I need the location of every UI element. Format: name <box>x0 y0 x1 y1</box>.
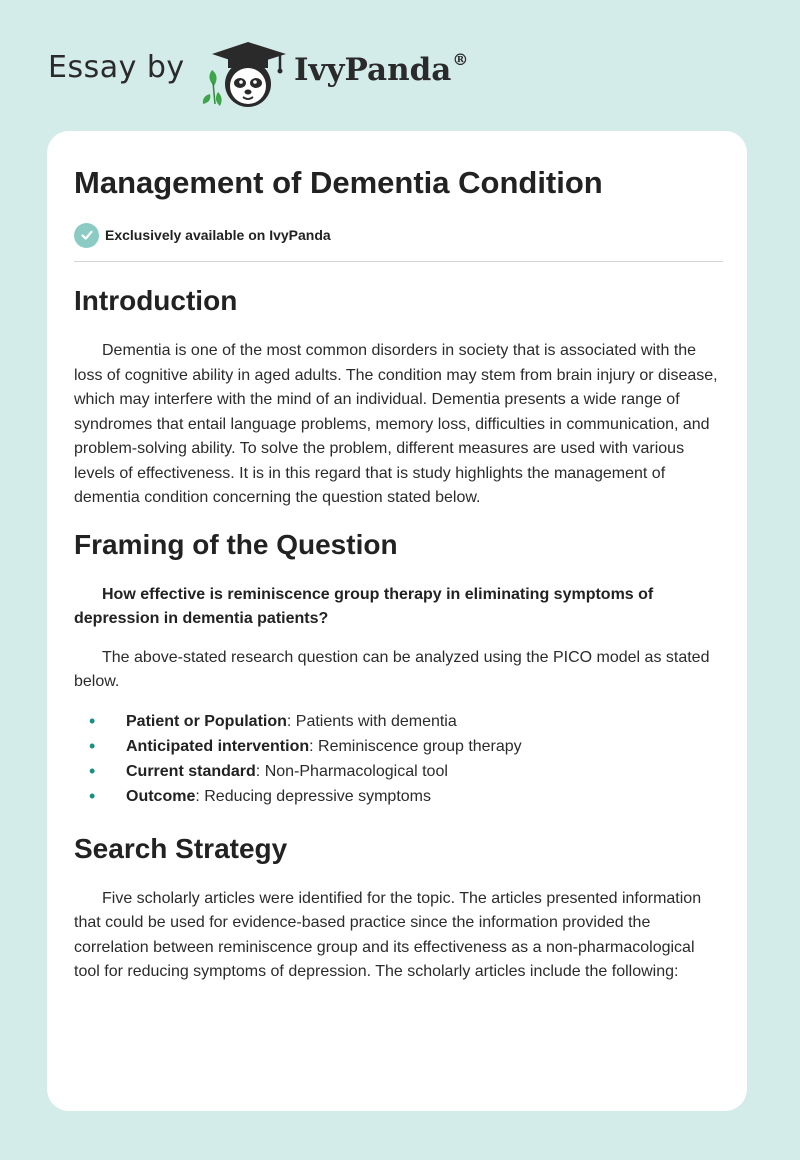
brand-text: IvyPanda <box>294 52 452 88</box>
research-question: How effective is reminiscence group therapy in eliminating symptoms of depression in dementia patients? <box>74 585 654 627</box>
pico-term: Patient or Population <box>126 712 287 730</box>
bullet-dot-icon: • <box>89 710 96 731</box>
pico-value: : Non-Pharmacological tool <box>255 762 448 780</box>
site-header <box>0 0 800 120</box>
brand-name[interactable] <box>294 52 468 88</box>
paragraph: The above-stated research question can be analyzed using the PICO model as stated below. <box>74 648 710 690</box>
pico-value: : Patients with dementia <box>286 712 457 730</box>
pico-term: Anticipated intervention <box>126 737 310 755</box>
bullet-dot-icon: • <box>89 735 96 756</box>
essay-by-label: Essay by <box>48 50 185 85</box>
list-item <box>89 784 724 809</box>
title-divider <box>74 261 723 262</box>
essay-title: Management of Dementia Condition <box>74 165 603 200</box>
section-heading: Framing of the Question <box>74 528 398 560</box>
pico-term: Current standard <box>126 762 256 780</box>
bullet-dot-icon: • <box>89 760 96 781</box>
check-mark-glyph <box>80 228 94 242</box>
exclusive-badge <box>74 222 331 248</box>
essay-body <box>74 281 724 999</box>
pico-term: Outcome <box>126 787 196 805</box>
exclusive-text: Exclusively available on IvyPanda <box>105 227 331 243</box>
panda-graduate-logo-icon[interactable] <box>200 38 290 110</box>
section-heading: Search Strategy <box>74 832 288 864</box>
list-item <box>89 709 724 734</box>
section-framing <box>74 525 724 809</box>
paragraph: Dementia is one of the most common disorders in society that is associated with the loss of cognitive ability in aged adults. The condition may stem from brain injury or disease, which may interfere with the mind of an individual. Dementia presents a wide range of syndromes that entail language problems, memory loss, difficulties in communication, and problem-solving ability. To solve the problem, different measures are used with various levels of effectiveness. It is in this regard that is study highlights the management of dementia condition concerning the question stated below. <box>74 342 718 506</box>
list-item <box>89 759 724 784</box>
section-search-strategy <box>74 829 724 985</box>
pico-value: : Reminiscence group therapy <box>309 737 522 755</box>
section-introduction <box>74 281 724 511</box>
bullet-dot-icon: • <box>89 785 96 806</box>
check-circle-icon <box>74 223 99 248</box>
list-item <box>89 734 724 759</box>
section-heading: Introduction <box>74 285 238 316</box>
essay-card <box>47 131 747 1111</box>
pico-list <box>74 709 724 809</box>
paragraph: Five scholarly articles were identified for the topic. The articles presented information that could be used for evidence-based practice since the information provided the correlation between reminiscence group and its effectiveness as a non-pharmacological tool for reducing symptoms of depression. The scholarly articles include the following: <box>74 889 702 980</box>
pico-value: : Reducing depressive symptoms <box>195 787 431 805</box>
registered-mark: ® <box>452 50 469 69</box>
